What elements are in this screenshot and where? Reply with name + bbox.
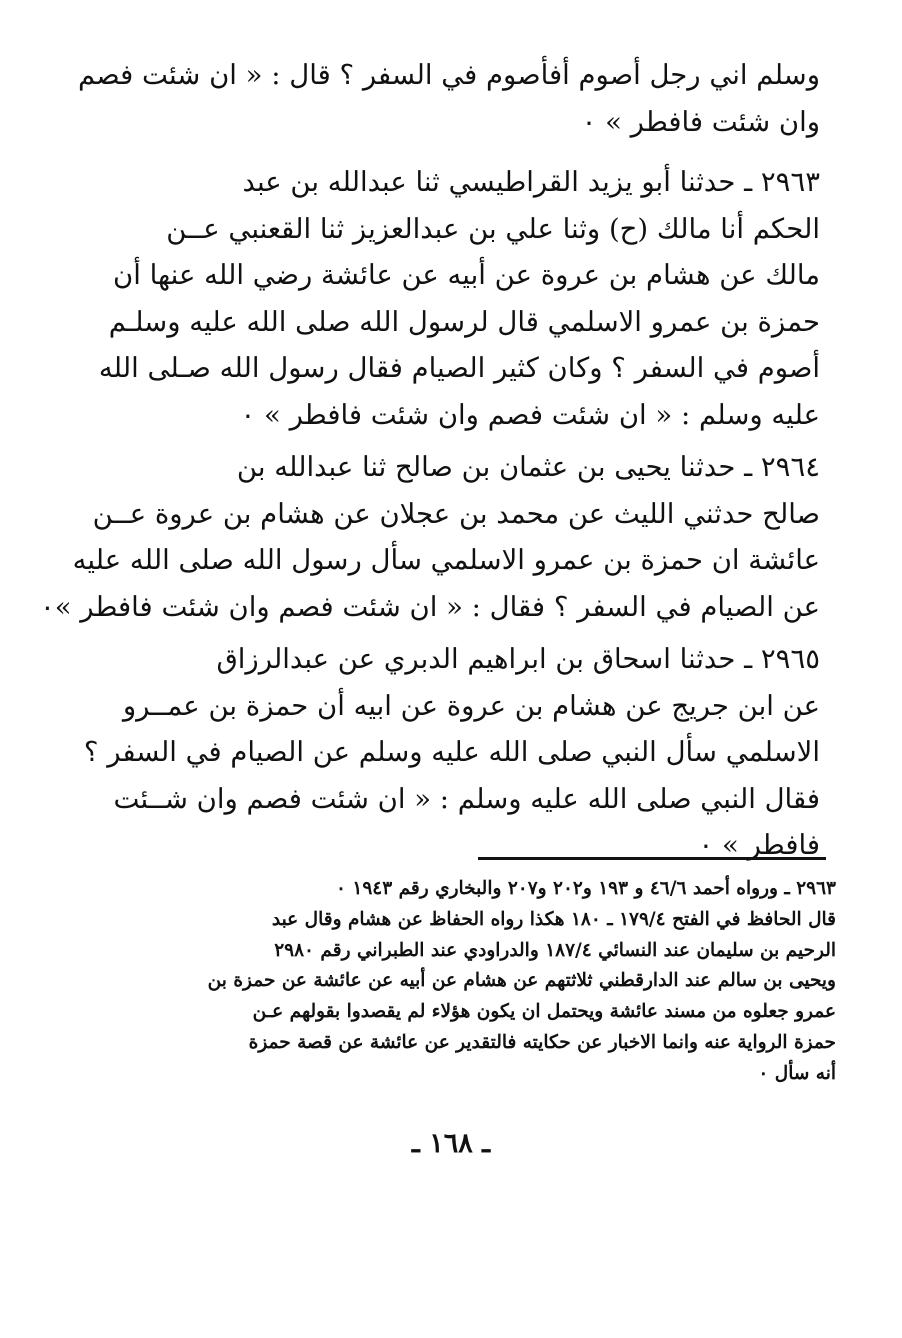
footnote-line: قال الحافظ في الفتح ١٧٩/٤ ـ ١٨٠ هكذا رواه الحفاظ عن هشام وقال عبد bbox=[271, 908, 836, 930]
footnote-separator bbox=[478, 857, 826, 860]
text-line: الاسلمي سأل النبي صلى الله عليه وسلم عن الصيام في السفر ؟ bbox=[83, 736, 820, 768]
page-number: ـ ١٦٨ ـ bbox=[411, 1128, 491, 1159]
text-line: فافطر » ٠ bbox=[698, 829, 820, 861]
hadith-2965-first-line: ٢٩٦٥ ـ حدثنا اسحاق بن ابراهيم الدبري عن عبدالرزاق bbox=[216, 643, 820, 675]
text-line: مالك عن هشام بن عروة عن أبيه عن عائشة رضي الله عنها أن bbox=[113, 259, 820, 291]
hadith-2964-first-line: ٢٩٦٤ ـ حدثنا يحيى بن عثمان بن صالح ثنا عبدالله بن bbox=[236, 451, 820, 483]
text-line: صالح حدثني الليث عن محمد بن عجلان عن هشام بن عروة عــن bbox=[92, 497, 820, 530]
text-line: عن الصيام في السفر ؟ فقال : « ان شئت فصم وان شئت فافطر »٠ bbox=[39, 590, 820, 623]
footnote-line: حمزة الرواية عنه وانما الاخبار عن حكايته فالتقدير عن عائشة عن قصة حمزة bbox=[248, 1031, 836, 1053]
footnote-line: الرحيم بن سليمان عند النسائي ١٨٧/٤ والدراودي عند الطبراني رقم ٢٩٨٠ bbox=[274, 939, 836, 961]
text-line: عليه وسلم : « ان شئت فصم وان شئت فافطر » ٠ bbox=[240, 398, 820, 431]
paragraph-gap bbox=[100, 145, 820, 159]
text-line: عائشة ان حمزة بن عمرو الاسلمي سأل رسول الله صلى الله عليه bbox=[72, 544, 820, 576]
footnote-line: ويحيى بن سالم عند الدارقطني ثلاثتهم عن هشام عن أبيه عن عائشة عن حمزة بن bbox=[207, 970, 836, 992]
footnote-line: أنه سأل ٠ bbox=[758, 1062, 836, 1084]
footnote-line: عمرو جعلوه من مسند عائشة ويحتمل ان يكون هؤلاء لم يقصدوا بقولهم عـن bbox=[252, 1001, 836, 1023]
text-line: أصوم في السفر ؟ وكان كثير الصيام فقال رسول الله صـلى الله bbox=[98, 352, 820, 384]
footnote-line: ٢٩٦٣ ـ ورواه أحمد ٤٦/٦ و ١٩٣ و٢٠٢ و٢٠٧ والبخاري رقم ١٩٤٣ ٠ bbox=[336, 878, 836, 899]
text-line: الحكم أنا مالك (ح) وثنا علي بن عبدالعزيز ثنا القعنبي عــن bbox=[166, 212, 820, 245]
text-line: وان شئت فافطر » ٠ bbox=[581, 105, 820, 138]
footnotes bbox=[110, 874, 836, 1090]
text-line: فقال النبي صلى الله عليه وسلم : « ان شئت فصم وان شــئت bbox=[113, 782, 820, 815]
text-line: وسلم اني رجل أصوم أفأصوم في السفر ؟ قال : « ان شئت فصم bbox=[77, 59, 820, 91]
text-line: حمزة بن عمرو الاسلمي قال لرسول الله صلى الله عليه وسلـم bbox=[108, 305, 820, 338]
main-text bbox=[39, 52, 820, 869]
hadith-2963-first-line: ٢٩٦٣ ـ حدثنا أبو يزيد القراطيسي ثنا عبدالله بن عبد bbox=[242, 166, 820, 198]
text-line: عن ابن جريج عن هشام بن عروة عن ابيه أن حمزة بن عمــرو bbox=[122, 689, 820, 722]
